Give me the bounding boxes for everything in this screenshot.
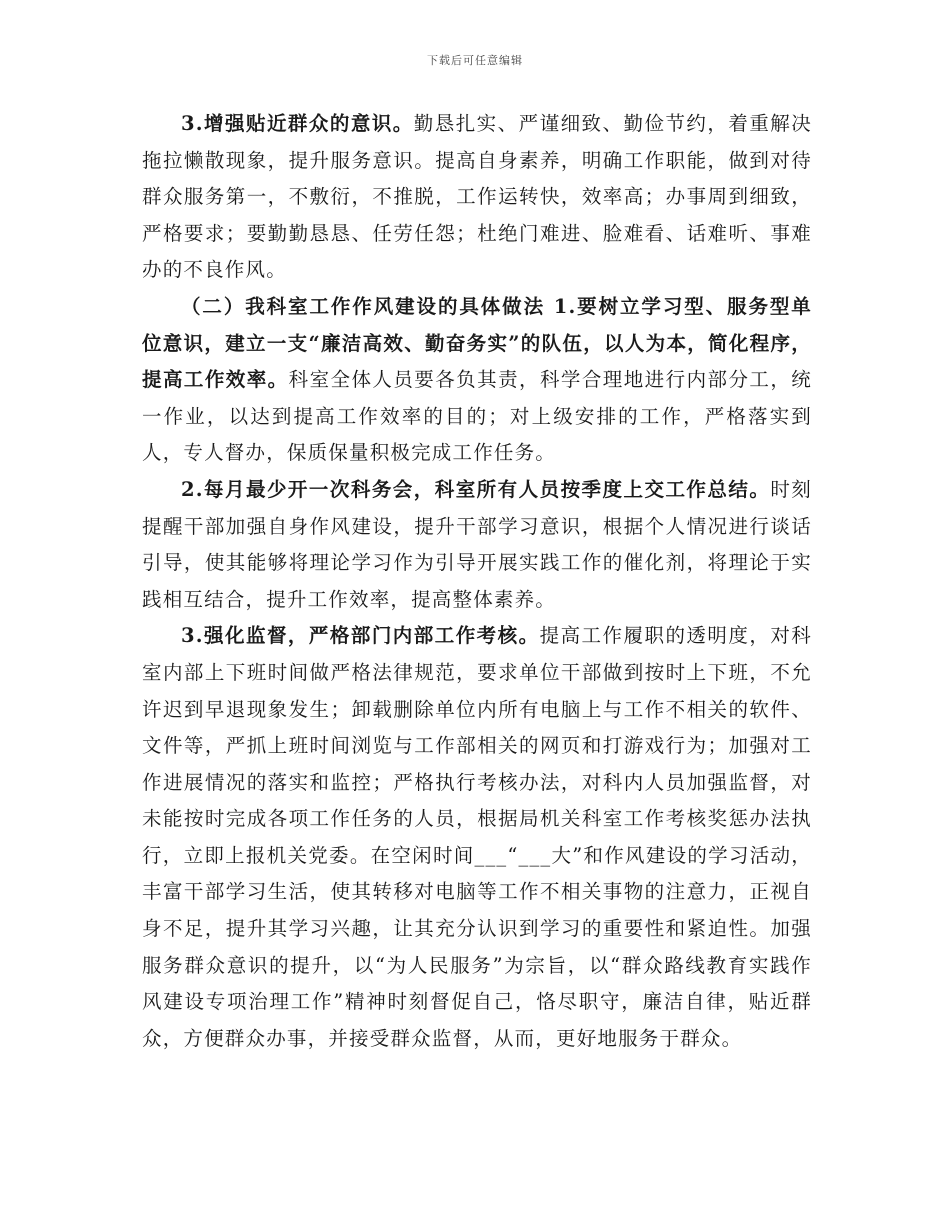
- paragraph-4: [142, 618, 812, 1057]
- paragraph-2-heading: （二）我科室工作作风建设的具体做法 1.要树立学习型、服务型单位意识，建立一支“廉洁高效、勤奋务实”的队伍，以人为本，简化程序，提高工作效率。: [142, 294, 812, 392]
- paragraph-4-text: 提高工作履职的透明度，对科室内部上下班时间做严格法律规范，要求单位干部做到按时上下班，不允许迟到早退现象发生；卸载删除单位内所有电脑上与工作不相关的软件、文件等，严抓上班时间浏览与工作部相关的网页和打游戏行为；加强对工作进展情况的落实和监控；严格执行考核办法，对科内人员加强监督，对未能按时完成各项工作任务的人员，根据局机关科室工作考核奖惩办法执行，立即上报机关党委。在空闲时间___“___大”和作风建设的学习活动，丰富干部学习生活，使其转移对电脑等工作不相关事物的注意力，正视自身不足，提升其学习兴趣，让其充分认识到学习的重要性和紧迫性。加强服务群众意识的提升，以“为人民服务”为宗旨，以“群众路线教育实践作风建设专项治理工作”精神时刻督促自己，恪尽职守，廉洁自律，贴近群众，方便群众办事，并接受群众监督，从而，更好地服务于群众。: [142, 624, 812, 1050]
- paragraph-1-heading: 3.增强贴近群众的意识。: [181, 112, 414, 135]
- paragraph-3-text: 时刻提醒干部加强自身作风建设，提升干部学习意识，根据个人情况进行谈话引导，使其能够将理论学习作为引导开展实践工作的催化剂，将理论于实践相互结合，提升工作效率，提高整体素养。: [142, 477, 812, 611]
- paragraph-3-heading: 2.每月最少开一次科务会，科室所有人员按季度上交工作总结。: [181, 477, 771, 501]
- paragraph-1-text: 勤恳扎实、严谨细致、勤俭节约，着重解决拖拉懒散现象，提升服务意识。提高自身素养，明确工作职能，做到对待群众服务第一，不敷衍，不推脱，工作运转快，效率高；办事周到细致，严格要求；要勤勤恳恳、任劳任怨；杜绝门难进、脸难看、话难听、事难办的不良作风。: [142, 112, 812, 282]
- paragraph-2: [142, 289, 812, 472]
- paragraph-3: [142, 472, 812, 618]
- paragraph-4-heading: 3.强化监督，严格部门内部工作考核。: [181, 624, 540, 648]
- page-header: 下载后可任意编辑: [427, 54, 523, 67]
- paragraph-2-text: 科室全体人员要各负其责，科学合理地进行内部分工，统一作业，以达到提高工作效率的目的；对上级安排的工作，严格落实到人，专人督办，保质保量积极完成工作任务。: [142, 368, 812, 465]
- paragraph-1: [142, 106, 812, 289]
- document-body: [142, 106, 812, 1057]
